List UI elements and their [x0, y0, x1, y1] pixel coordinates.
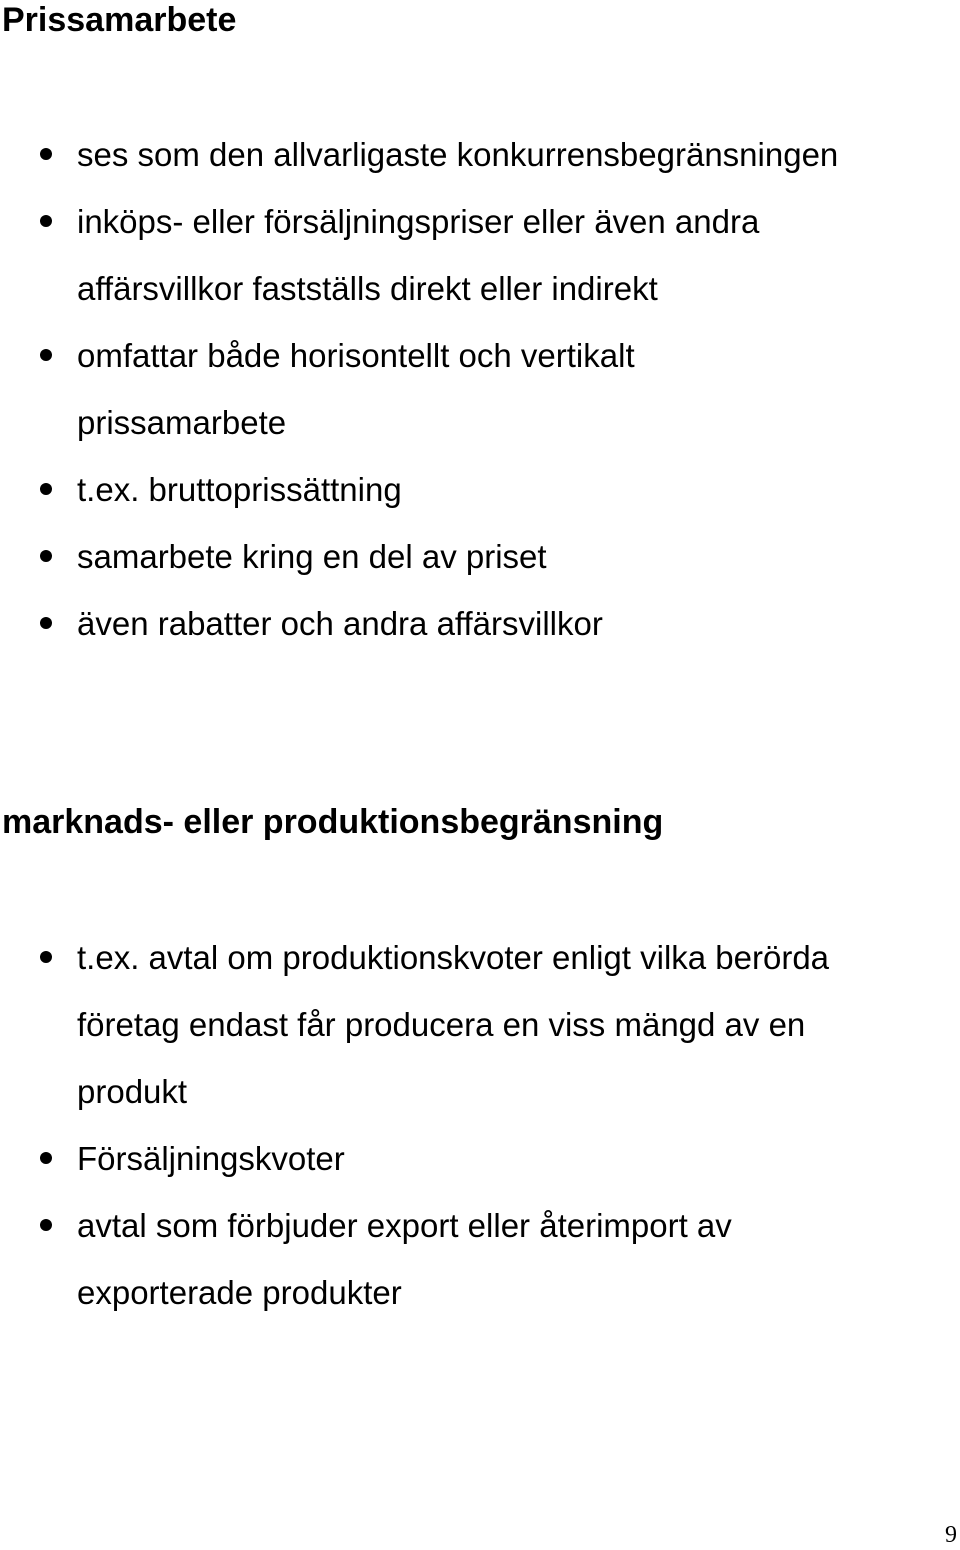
list-item [0, 121, 960, 188]
list-item [0, 523, 960, 590]
list-item-text: samarbete kring en del av priset [77, 538, 547, 575]
bullet-icon [40, 349, 52, 361]
list-item-text: ses som den allvarligaste konkurrensbegränsningen [77, 136, 839, 173]
list-item-text: t.ex. avtal om produktionskvoter enligt vilka berörda företag endast får producera en viss mängd av en produkt [77, 939, 830, 1110]
list-item-text: Försäljningskvoter [77, 1140, 345, 1177]
list-item [0, 1125, 960, 1192]
list-item [0, 188, 960, 322]
page-number: 9 [945, 1522, 957, 1548]
list-item-text: även rabatter och andra affärsvillkor [77, 605, 603, 642]
list-item-text: t.ex. bruttoprissättning [77, 471, 402, 508]
list-item [0, 1192, 960, 1326]
list-item-text: inköps- eller försäljningspriser eller även andra affärsvillkor fastställs direkt eller indirekt [77, 203, 760, 307]
list-item [0, 590, 960, 657]
section-heading-prissamarbete: Prissamarbete [2, 1, 237, 39]
bullet-list-marknadsbegransning [0, 924, 960, 1326]
bullet-list-prissamarbete [0, 121, 960, 657]
bullet-icon [40, 215, 52, 227]
bullet-icon [40, 1219, 52, 1231]
section-heading-marknadsbegransning: marknads- eller produktionsbegränsning [2, 803, 664, 841]
list-item-text: avtal som förbjuder export eller återimport av exporterade produkter [77, 1207, 732, 1311]
bullet-icon [40, 617, 52, 629]
bullet-icon [40, 550, 52, 562]
list-item [0, 924, 960, 1125]
list-item [0, 322, 960, 456]
bullet-icon [40, 1152, 52, 1164]
bullet-icon [40, 148, 52, 160]
list-item [0, 456, 960, 523]
list-item-text: omfattar både horisontellt och vertikalt prissamarbete [77, 337, 635, 441]
bullet-icon [40, 483, 52, 495]
bullet-icon [40, 951, 52, 963]
